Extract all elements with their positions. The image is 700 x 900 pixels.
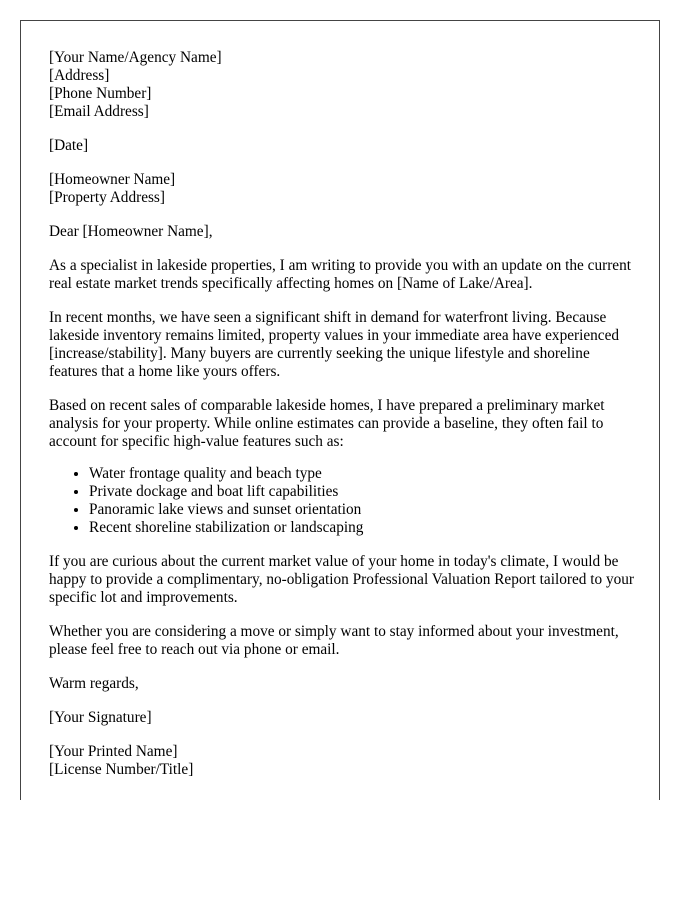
sender-phone: [Phone Number]	[49, 85, 152, 102]
sender-block	[49, 49, 639, 121]
letter-page	[20, 20, 660, 800]
recipient-address: [Property Address]	[49, 189, 165, 206]
printed-name: [Your Printed Name]	[49, 743, 178, 760]
signoff: Warm regards,	[49, 675, 139, 692]
closing-block	[49, 743, 639, 779]
license-title: [License Number/Title]	[49, 761, 194, 778]
letter-body	[49, 49, 639, 795]
feature-item: • Recent shoreline stabilization or landscaping	[89, 519, 639, 537]
sender-name: [Your Name/Agency Name]	[49, 49, 222, 66]
salutation: Dear [Homeowner Name],	[49, 223, 213, 240]
market-paragraph: In recent months, we have seen a significant shift in demand for waterfront living. Because lakeside inventory remains limited, property values in your immediate area have experienced [increase/stability]. Many buyers are currently seeking the unique lifestyle and shoreline features that a home like yours offers.	[49, 309, 620, 380]
sender-email: [Email Address]	[49, 103, 149, 120]
feature-item: • Private dockage and boat lift capabilities	[89, 483, 639, 501]
valuation-paragraph: If you are curious about the current market value of your home in today's climate, I would be happy to provide a complimentary, no-obligation Professional Valuation Report tailored to your specific lot and improvements.	[49, 553, 634, 606]
date-block	[49, 137, 639, 155]
contact-paragraph: Whether you are considering a move or simply want to stay informed about your investment, please feel free to reach out via phone or email.	[49, 623, 619, 658]
recipient-name: [Homeowner Name]	[49, 171, 176, 188]
signature: [Your Signature]	[49, 709, 152, 726]
features-list	[49, 465, 639, 537]
sender-address: [Address]	[49, 67, 110, 84]
recipient-block	[49, 171, 639, 207]
letter-date: [Date]	[49, 137, 89, 154]
feature-item: • Panoramic lake views and sunset orientation	[89, 501, 639, 519]
feature-item: • Water frontage quality and beach type	[89, 465, 639, 483]
intro-paragraph: As a specialist in lakeside properties, I am writing to provide you with an update on the current real estate market trends specifically affecting homes on [Name of Lake/Area].	[49, 257, 631, 292]
analysis-paragraph: Based on recent sales of comparable lakeside homes, I have prepared a preliminary market analysis for your property. While online estimates can provide a baseline, they often fail to account for specific high-value features such as:	[49, 397, 605, 450]
